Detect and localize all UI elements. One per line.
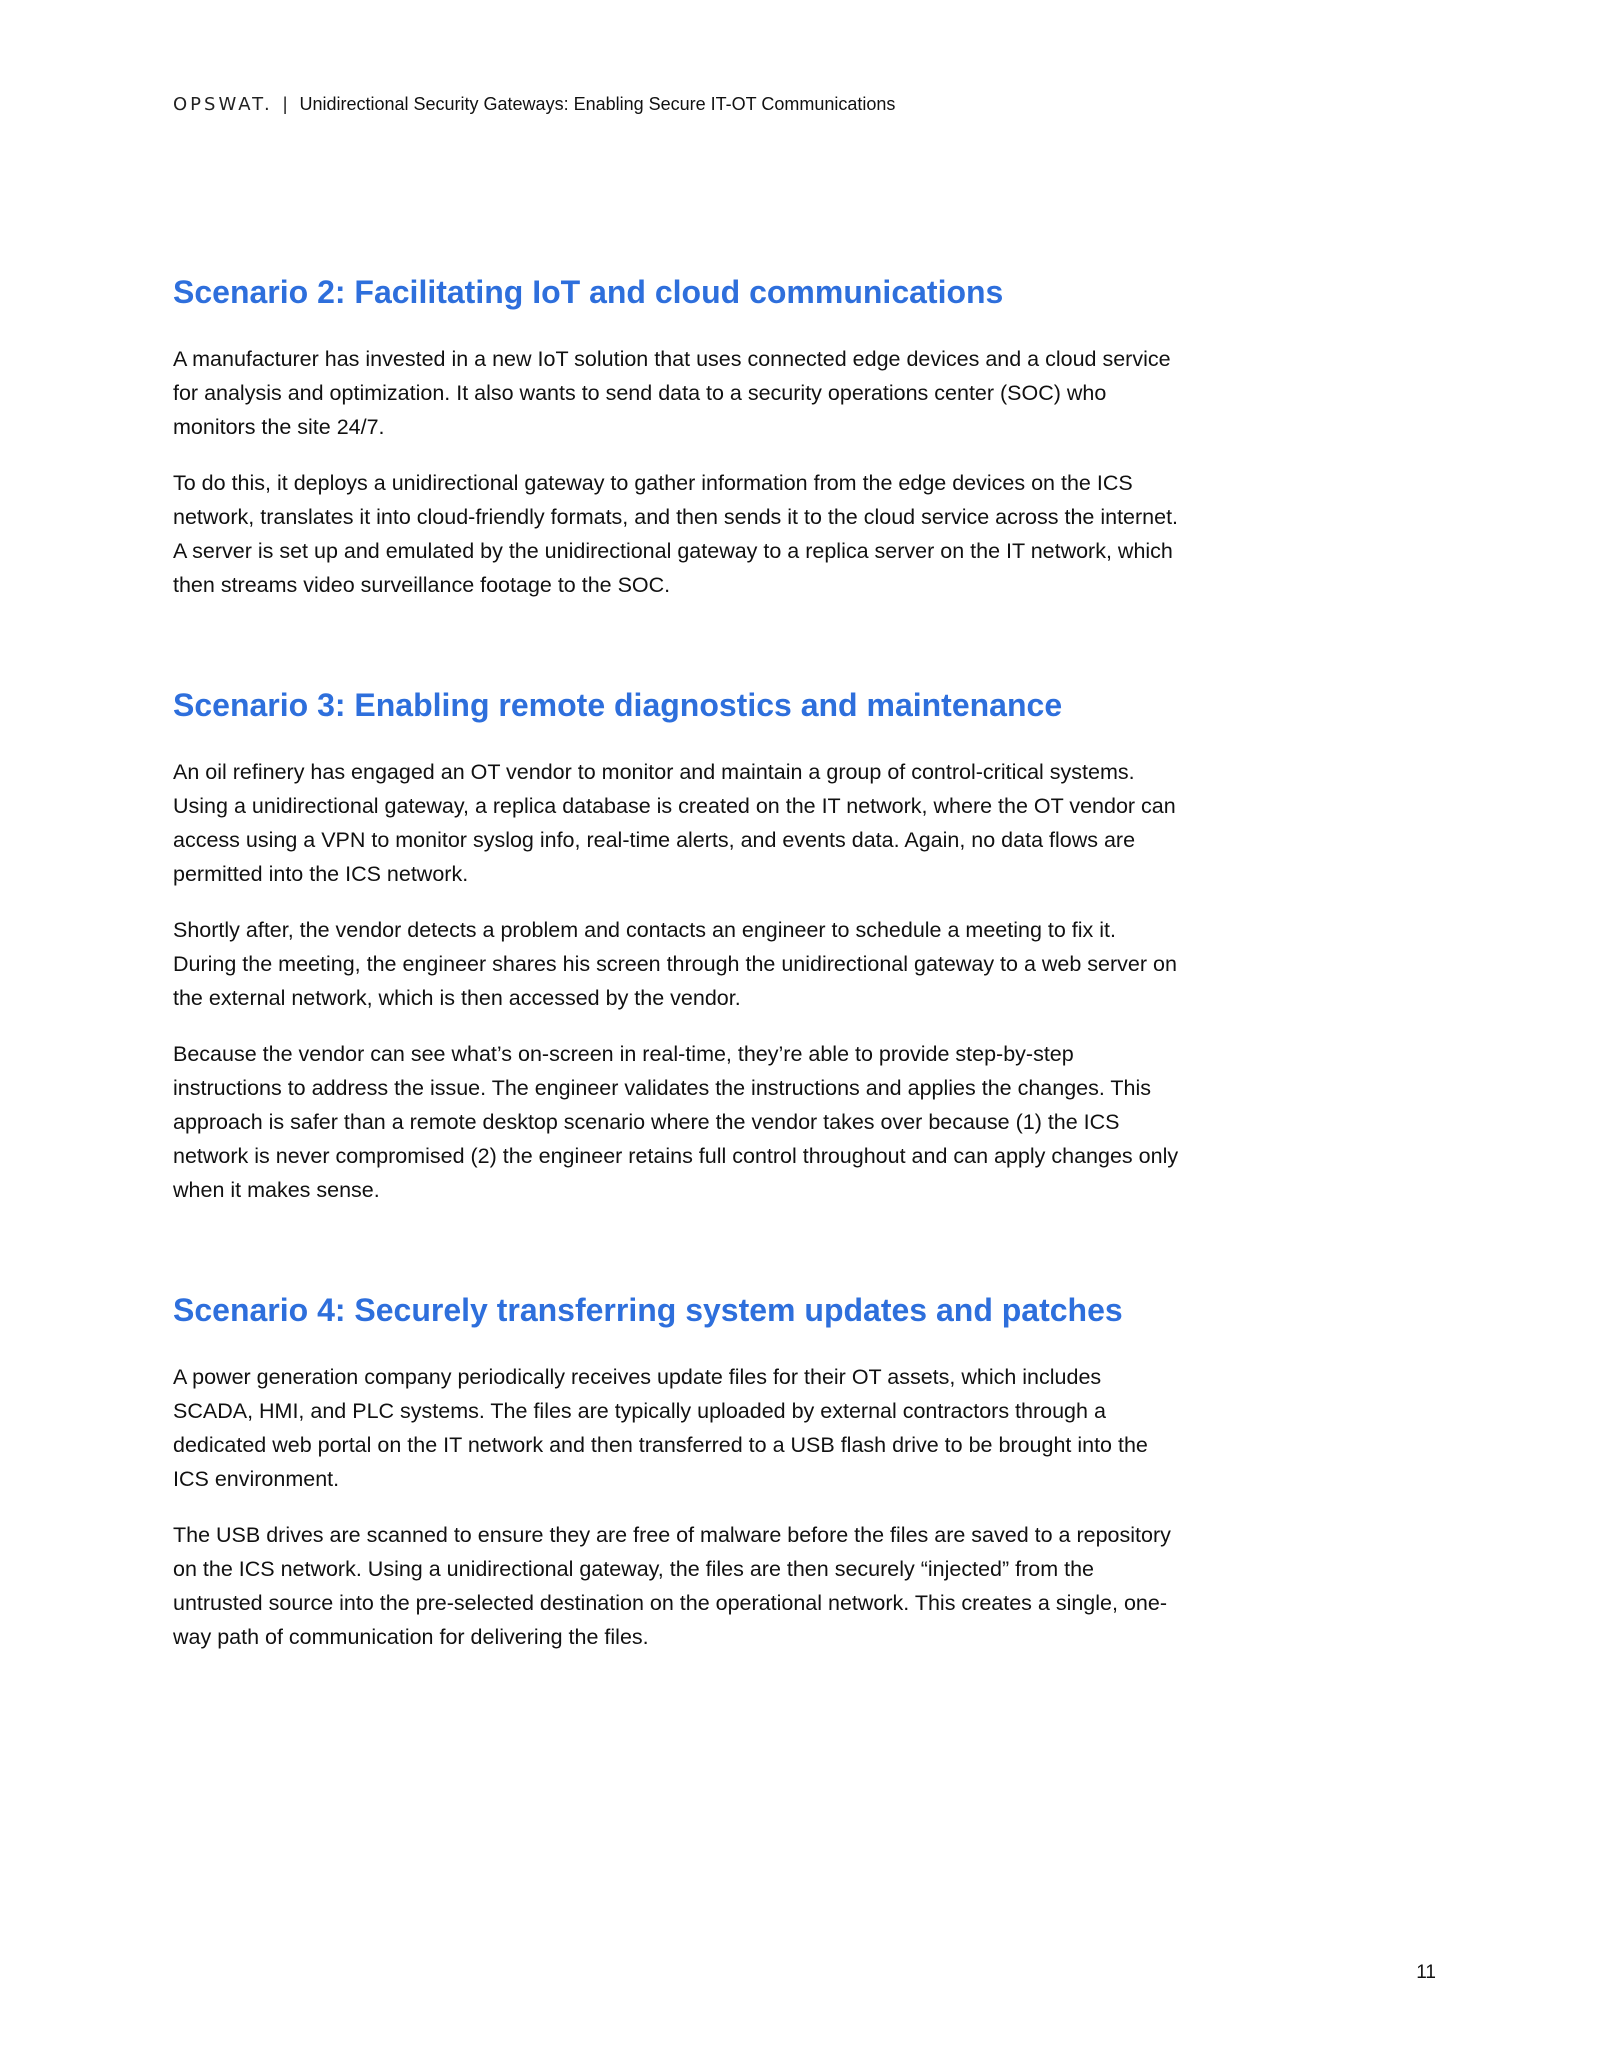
paragraph: To do this, it deploys a unidirectional gateway to gather information from the edge devices on the ICS network, translates it into cloud-friendly formats, and then sends it to the cloud service across the internet. A server is set up and emulated by the unidirectional gateway to a replica server on the IT network, which then streams video surveillance footage to the SOC.: [173, 471, 1179, 597]
section-heading: Scenario 3: Enabling remote diagnostics and maintenance: [173, 687, 1063, 723]
section-heading: Scenario 2: Facilitating IoT and cloud communications: [173, 274, 1004, 310]
section-scenario-2: [173, 268, 1183, 602]
paragraph: Because the vendor can see what’s on-screen in real-time, they’re able to provide step-by-step instructions to address the issue. The engineer validates the instructions and applies the changes. This approach is safer than a remote desktop scenario where the vendor takes over because (1) the ICS network is never compromised (2) the engineer retains full control throughout and can apply changes only when it makes sense.: [173, 1042, 1179, 1202]
paragraph: A manufacturer has invested in a new IoT solution that uses connected edge devices and a cloud service for analysis and optimization. It also wants to send data to a security operations center (SOC) who monitors the site 24/7.: [173, 347, 1171, 439]
paragraph: An oil refinery has engaged an OT vendor to monitor and maintain a group of control-critical systems. Using a unidirectional gateway, a replica database is created on the IT network, where the OT vendor can access using a VPN to monitor syslog info, real-time alerts, and events data. Again, no data flows are permitted into the ICS network.: [173, 760, 1176, 886]
section-scenario-4: [173, 1286, 1183, 1654]
header-separator: |: [282, 93, 288, 114]
main-content: [173, 268, 1183, 1654]
paragraph: The USB drives are scanned to ensure they are free of malware before the files are saved to a repository on the ICS network. Using a unidirectional gateway, the files are then securely “injected” from the untrusted source into the pre-selected destination on the operational network. This creates a single, one-way path of communication for delivering the files.: [173, 1523, 1171, 1649]
section-scenario-3: [173, 681, 1183, 1207]
paragraph: Shortly after, the vendor detects a problem and contacts an engineer to schedule a meeting to fix it. During the meeting, the engineer shares his screen through the unidirectional gateway to a web server on the external network, which is then accessed by the vendor.: [173, 918, 1177, 1010]
document-title: Unidirectional Security Gateways: Enabling Secure IT-OT Communications: [299, 93, 896, 114]
page-number: 11: [1416, 1962, 1436, 1983]
section-heading: Scenario 4: Securely transferring system updates and patches: [173, 1292, 1123, 1328]
opswat-logo: OPSWAT.: [173, 93, 273, 115]
paragraph: A power generation company periodically receives update files for their OT assets, which includes SCADA, HMI, and PLC systems. The files are typically uploaded by external contractors through a dedicated web portal on the IT network and then transferred to a USB flash drive to be brought into the ICS environment.: [173, 1365, 1148, 1491]
page-header: [173, 92, 895, 116]
